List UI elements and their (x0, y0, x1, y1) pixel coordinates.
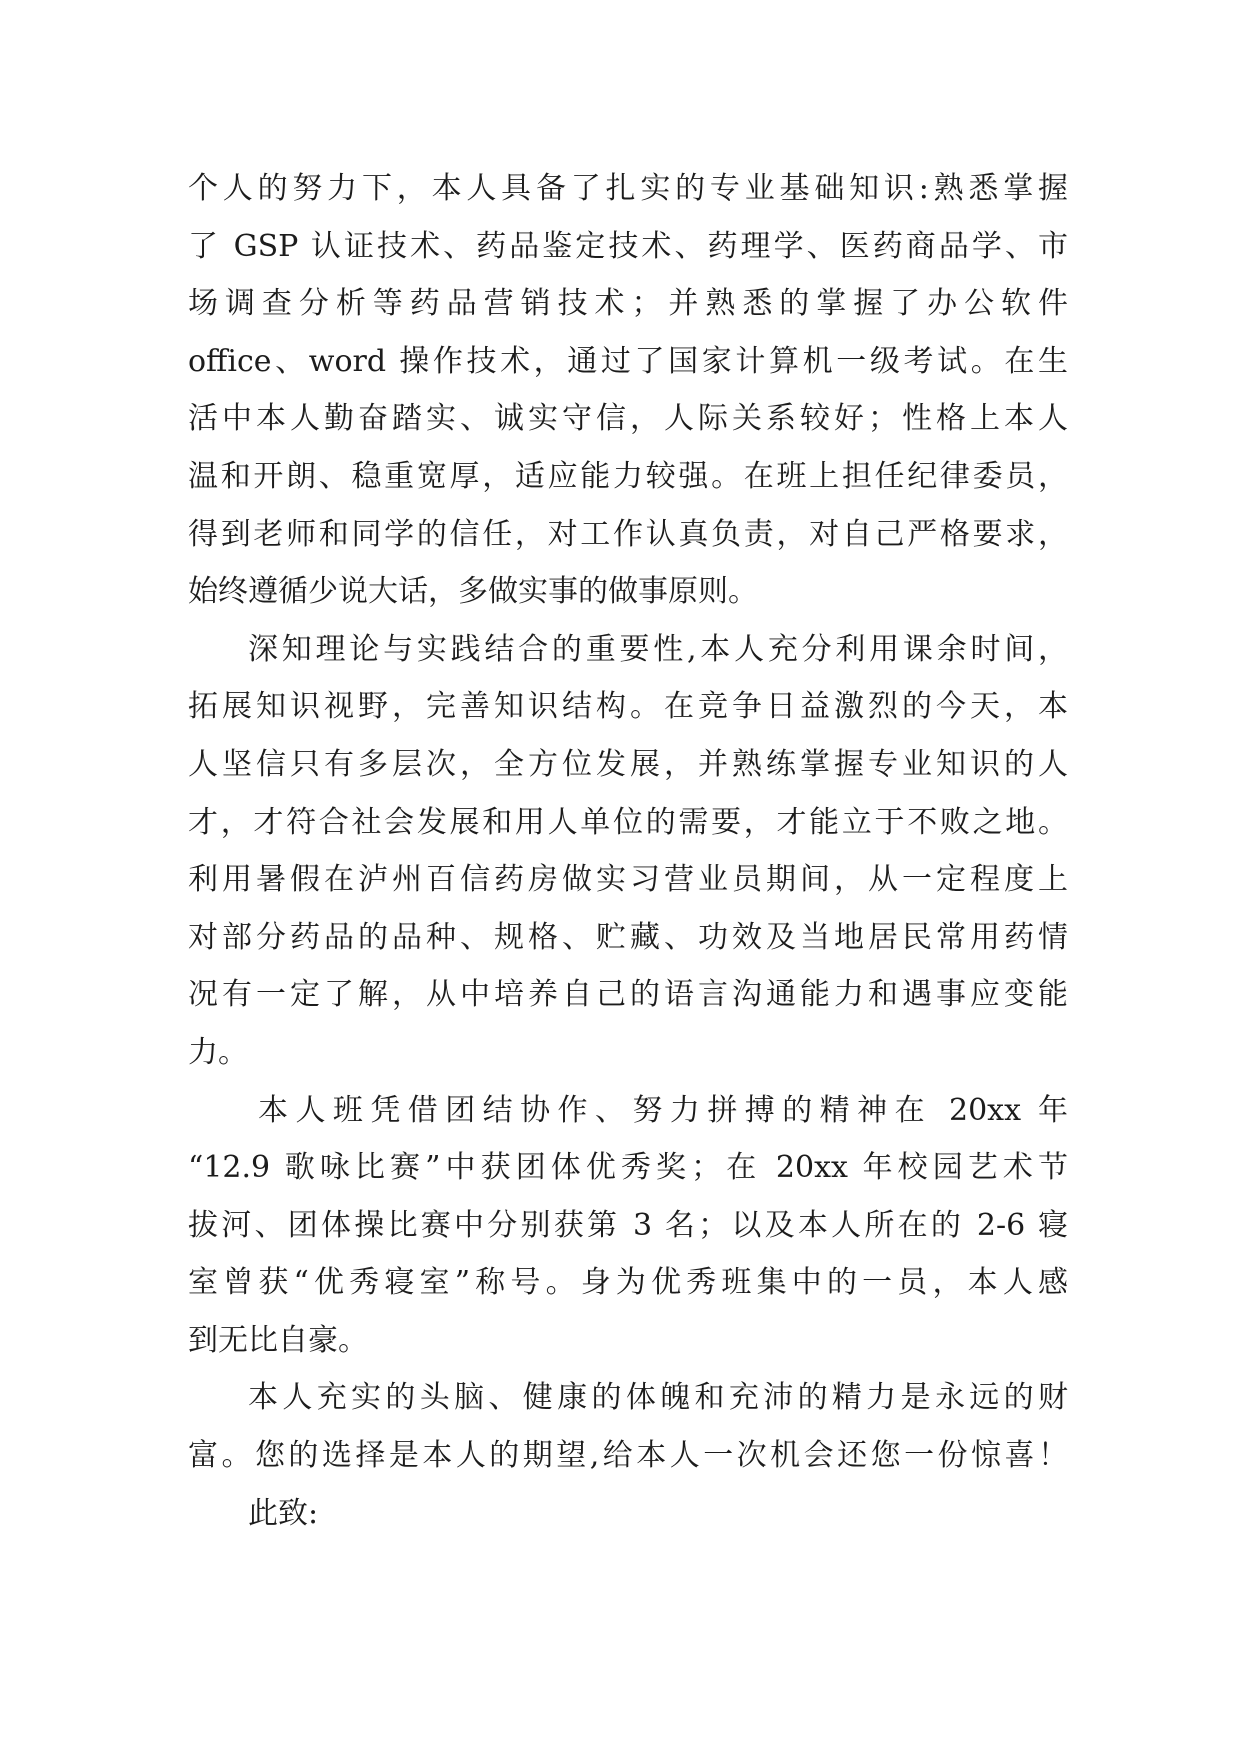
text-line: office、word 操作技术，通过了国家计算机一级考试。在生 (188, 343, 1068, 379)
text-line: 力。 (188, 1034, 248, 1070)
text-line: 拓展知识视野，完善知识结构。在竞争日益激烈的今天，本 (188, 689, 1068, 725)
text-line: 温和开朗、稳重宽厚，适应能力较强。在班上担任纪律委员， (188, 458, 1068, 494)
text-line: 了 GSP 认证技术、药品鉴定技术、药理学、医药商品学、市 (188, 228, 1068, 264)
text-line: 室曾获“优秀寝室”称号。身为优秀班集中的一员，本人感 (188, 1265, 1068, 1301)
text-line: 对部分药品的品种、规格、贮藏、功效及当地居民常用药情 (188, 919, 1068, 955)
paragraph-first-line: 深知理论与实践结合的重要性,本人充分利用课余时间， (248, 631, 1068, 667)
text-line: 个人的努力下，本人具备了扎实的专业基础知识:熟悉掌握 (188, 171, 1068, 206)
text-line: 利用暑假在泸州百信药房做实习营业员期间，从一定程度上 (188, 862, 1068, 898)
text-line: 拔河、团体操比赛中分别获第 3 名；以及本人所在的 2-6 寝 (188, 1207, 1068, 1243)
text-line: 场调查分析等药品营销技术；并熟悉的掌握了办公软件 (188, 286, 1068, 322)
paragraph-first-line: 本人充实的头脑、健康的体魄和充沛的精力是永远的财 (248, 1380, 1068, 1416)
text-line: 得到老师和同学的信任，对工作认真负责，对自己严格要求， (188, 516, 1068, 552)
paragraph-first-line: 本人班凭借团结协作、努力拼搏的精神在 20xx 年 (258, 1092, 1068, 1128)
letter-body (188, 160, 1068, 1542)
closing-salutation: 此致: (248, 1495, 319, 1531)
text-line: 到无比自豪。 (188, 1322, 368, 1358)
text-line: 活中本人勤奋踏实、诚实守信，人际关系较好；性格上本人 (188, 401, 1068, 437)
text-line: 始终遵循少说大话，多做实事的做事原则。 (188, 574, 758, 610)
text-line: 才，才符合社会发展和用人单位的需要，才能立于不败之地。 (188, 804, 1068, 840)
text-line: “12.9 歌咏比赛”中获团体优秀奖；在 20xx 年校园艺术节 (188, 1150, 1068, 1186)
text-line: 富。您的选择是本人的期望,给本人一次机会还您一份惊喜！ (188, 1438, 1068, 1474)
text-line: 况有一定了解，从中培养自己的语言沟通能力和遇事应变能 (188, 977, 1068, 1013)
text-line: 人坚信只有多层次，全方位发展，并熟练掌握专业知识的人 (188, 746, 1068, 782)
